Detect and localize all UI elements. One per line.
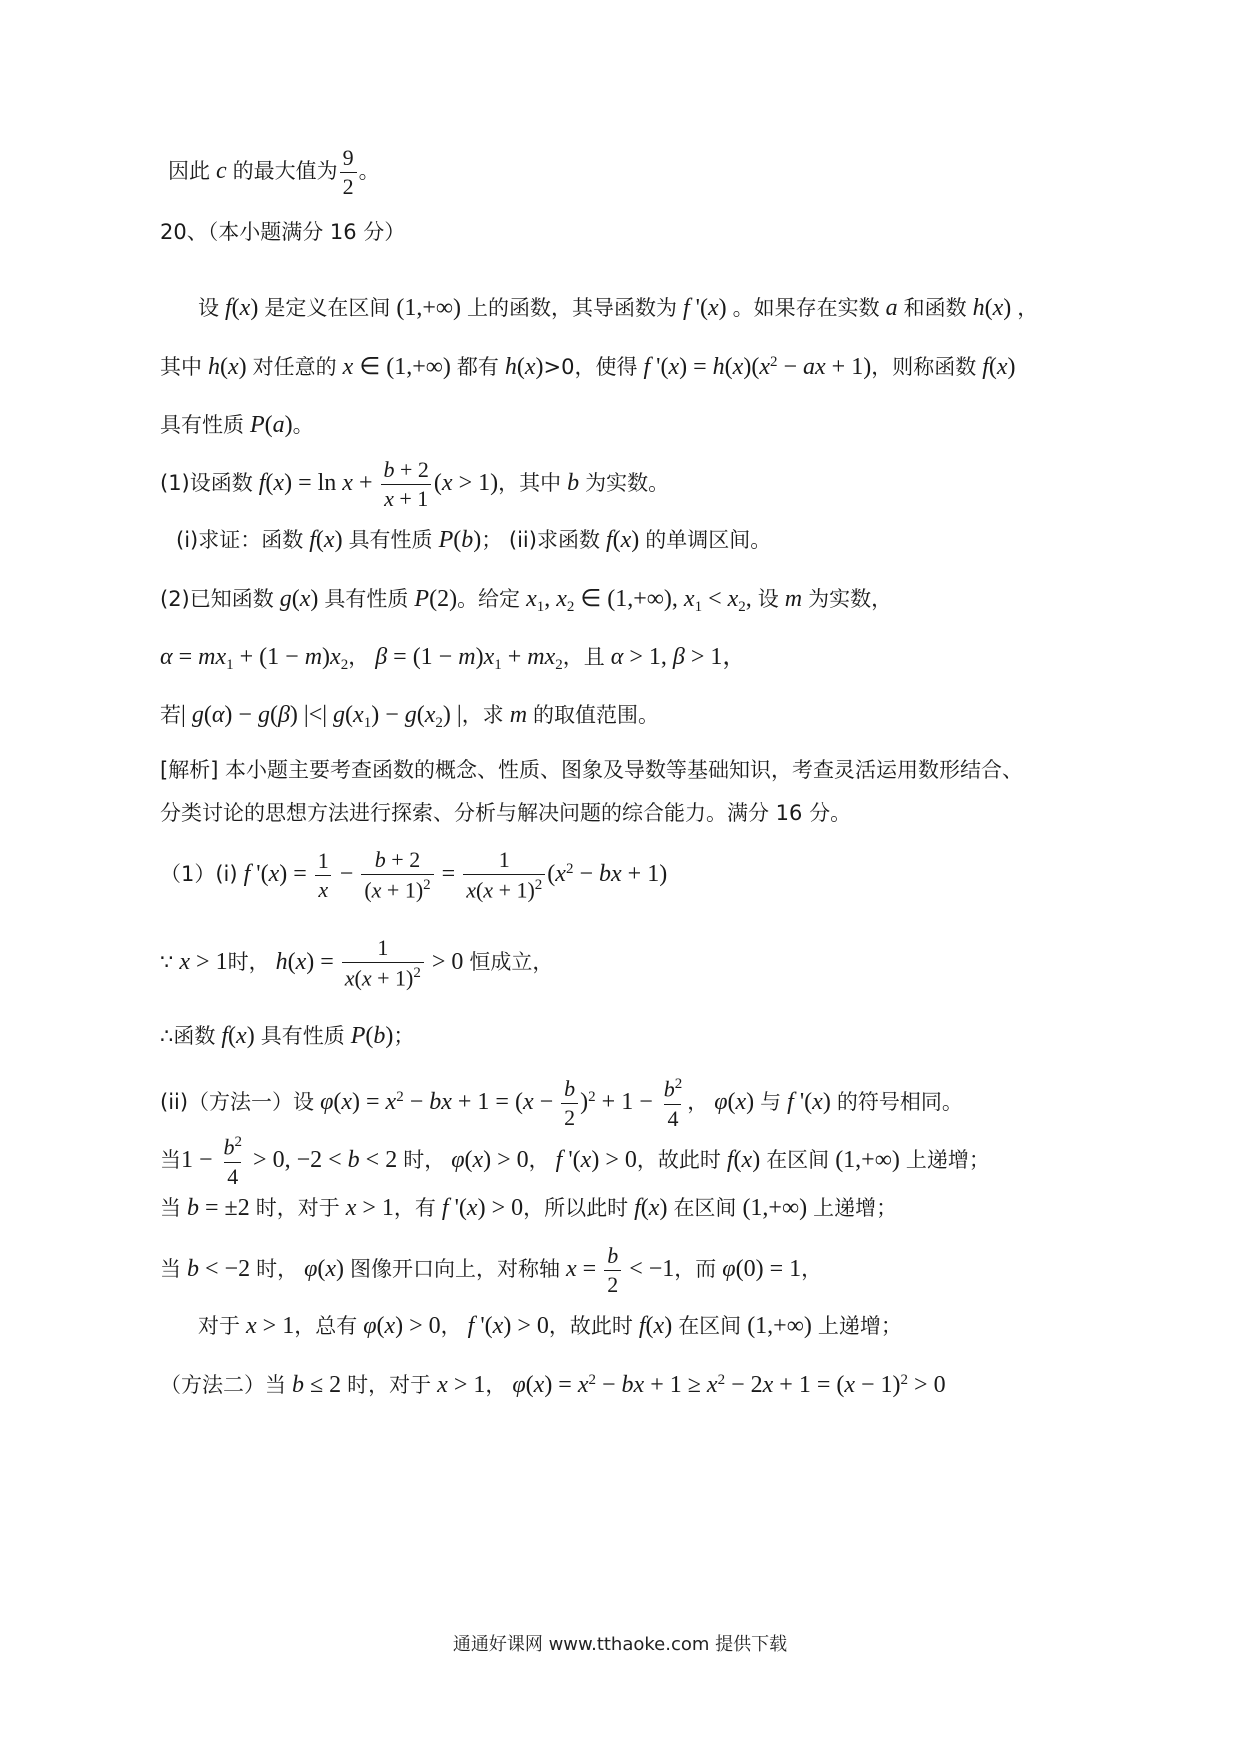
question-20-header: 20、（本小题满分 16 分） (160, 220, 406, 244)
problem-line-2: 其中 h(x) 对任意的 x ∈ (1,+∞) 都有 h(x)>0，使得 f '$(x) = h(x)(x^2$ − ax + 1)，则称函数 f(x) (160, 354, 1016, 380)
part-2-statement: (2)已知函数 g(x) 具有性质 P(2)。给定 $x_1$, $x_2$ ∈ (1,+∞), $x_1 < x_2$, 设 m 为实数， (160, 586, 893, 616)
solution-method-2: （方法二）当 b ≤ 2 时，对于 x > 1， $\varphi(x) = x^2$ − bx + $1 \ge x^2 - 2x + 1 = (x - 1)^2 > 0$ (160, 1372, 946, 1398)
page-footer (0, 1630, 1240, 1656)
solution-case-2: 当 b = ±2 时，对于 x > 1，有 f '(x) > 0，所以此时 f(x) 在区间 (1,+∞) 上递增； (160, 1195, 898, 1221)
problem-line-1: 设 f(x) 是定义在区间 (1,+∞) 上的函数，其导函数为 f '(x) 。如果存在实数 a 和函数 h(x) ， (198, 295, 1039, 321)
solution-case-3: 当 b < −2 时， φ(x) 图像开口向上，对称轴 x = $\frac{b}{2}$ < −1，而 φ(0) = 1， (160, 1243, 823, 1298)
solution-derivative: （1）(i) f '(x) = $\frac{1}{x}$ − $\frac{b + 2}{(x + 1)^2}$ = $\frac{1}{x(x + 1)^2}$ ($x^2$ − bx + 1) (160, 847, 668, 903)
part-2-alpha-beta: $\alpha = mx_1 + (1 - m)x_2$， $\beta = (1 - m)x_1 + mx_2$，且 α > 1, β > 1， (160, 644, 747, 674)
analysis-line-1: [解析] 本小题主要考查函数的概念、性质、图象及导数等基础知识，考查灵活运用数形结合、 (160, 758, 1024, 782)
footer-text: 通通好课网 www.tthaoke.com 提供下载 (452, 1634, 788, 1655)
analysis-line-2: 分类讨论的思想方法进行探索、分析与解决问题的综合能力。满分 16 分。 (160, 801, 852, 825)
part-1-statement: (1)设函数 f(x) = ln x + $\frac{b + 2}{x + 1}$ (x > 1)，其中 b 为实数。 (160, 457, 670, 512)
text-line-c-max: 因此 c 的最大值为 $\frac{9}{2}$ 。 (168, 145, 380, 200)
solution-h-positive: ∵ x > 1时， h(x) = $\frac{1}{x(x + 1)^2}$ > 0 恒成立， (160, 935, 554, 991)
part-1-subquestions: (i)求证：函数 f(x) 具有性质 P(b)； (ii)求函数 f(x) 的单调区间。 (176, 527, 772, 553)
solution-case-3-continued: 对于 x > 1，总有 φ(x) > 0， f '(x) > 0，故此时 f(x) 在区间 (1,+∞) 上递增； (198, 1313, 902, 1339)
solution-case-1: 当1 − $\frac{b^2}{4}$ > 0, −2 < b < 2 时， φ(x) > 0， f '(x) > 0，故此时 f(x) 在区间 (1,+∞) 上递增； (160, 1134, 990, 1189)
problem-line-3: 具有性质 P(a)。 (160, 412, 314, 438)
fraction-9-2: $\frac{9}{2}$ (340, 146, 357, 199)
solution-conclusion-1: ∴函数 f(x) 具有性质 P(b)； (160, 1023, 415, 1049)
solution-method-1: (ii)（方法一）设 $\varphi(x) = x^2$ − bx + 1 = (x − $\frac{b}{2}$ )$^2$ + 1 − $\frac{b^2}{4}$ ， φ(x) 与 f '(x) 的符号相同。 (160, 1075, 963, 1131)
part-2-condition: 若| g(α) − g(β) |<| $g(x_1) - g(x_2)$ |，求 m 的取值范围。 (160, 702, 660, 732)
